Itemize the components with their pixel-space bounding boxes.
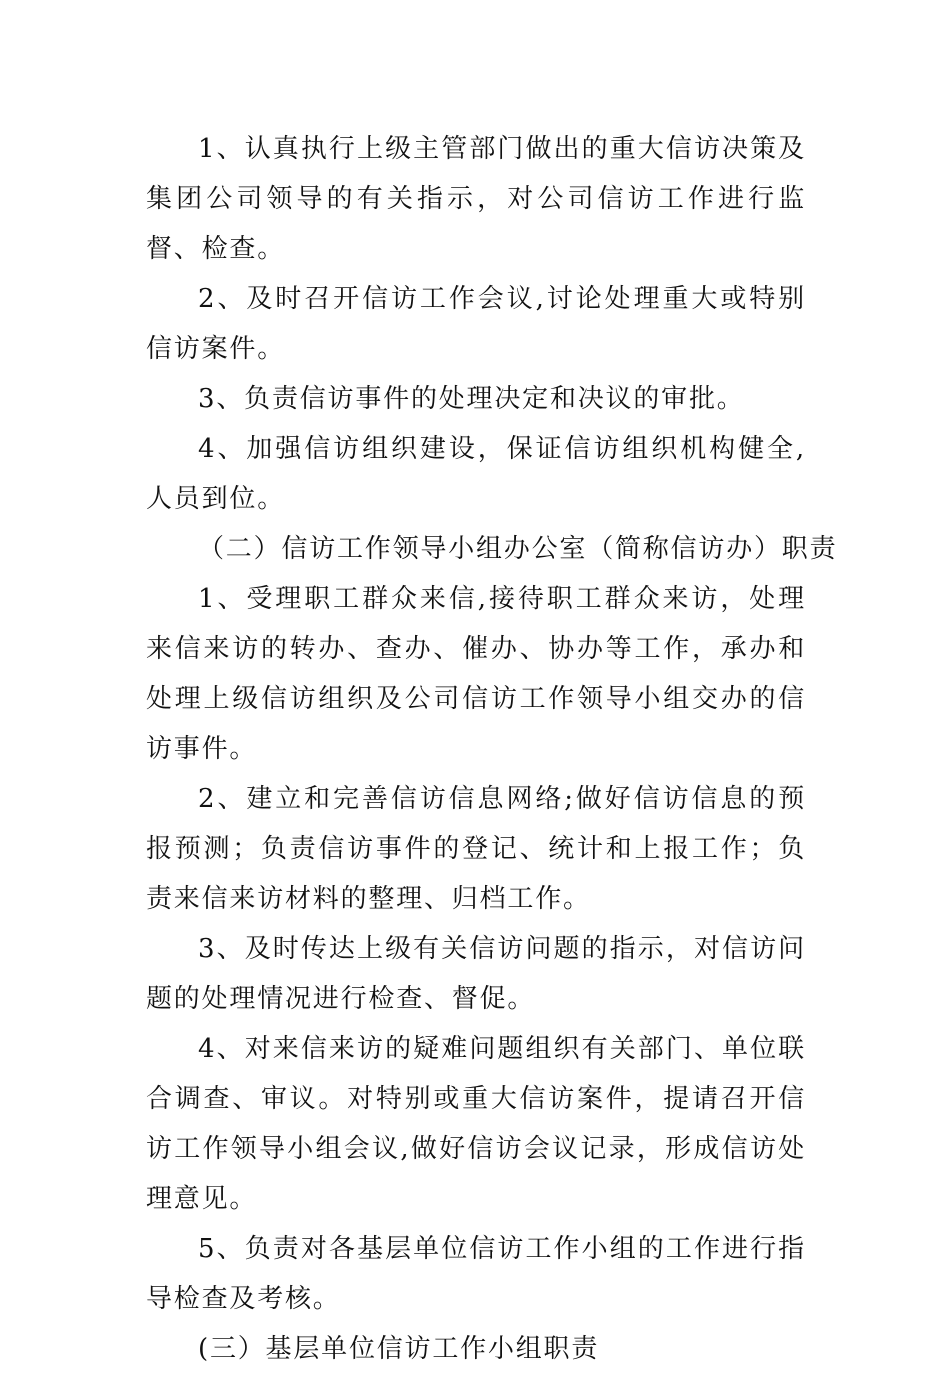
paragraph-9: 5、负责对各基层单位信访工作小组的工作进行指导检查及考核。 xyxy=(146,1234,806,1314)
paragraph-8: 4、对来信来访的疑难问题组织有关部门、单位联合调查、审议。对特别或重大信访案件，提请召开信访工作领导小组会议,做好信访会议记录，形成信访处理意见。 xyxy=(146,1034,806,1214)
section-heading-2: （二）信访工作领导小组办公室（简称信访办）职责 xyxy=(198,534,838,564)
paragraph-2: 2、及时召开信访工作会议,讨论处理重大或特别信访案件。 xyxy=(146,284,806,364)
document-body xyxy=(146,124,838,1374)
paragraph-1: 1、认真执行上级主管部门做出的重大信访决策及集团公司领导的有关指示，对公司信访工作进行监督、检查。 xyxy=(146,134,806,264)
section-heading-3: (三）基层单位信访工作小组职责 xyxy=(198,1334,600,1364)
paragraph-5: 1、受理职工群众来信,接待职工群众来访，处理来信来访的转办、查办、催办、协办等工作，承办和处理上级信访组织及公司信访工作领导小组交办的信访事件。 xyxy=(146,584,806,764)
paragraph-7: 3、及时传达上级有关信访问题的指示，对信访问题的处理情况进行检查、督促。 xyxy=(146,934,806,1014)
paragraph-3: 3、负责信访事件的处理决定和决议的审批。 xyxy=(198,384,745,414)
paragraph-6: 2、建立和完善信访信息网络;做好信访信息的预报预测；负责信访事件的登记、统计和上报工作；负责来信来访材料的整理、归档工作。 xyxy=(146,784,806,914)
paragraph-4: 4、加强信访组织建设，保证信访组织机构健全,人员到位。 xyxy=(146,434,806,514)
